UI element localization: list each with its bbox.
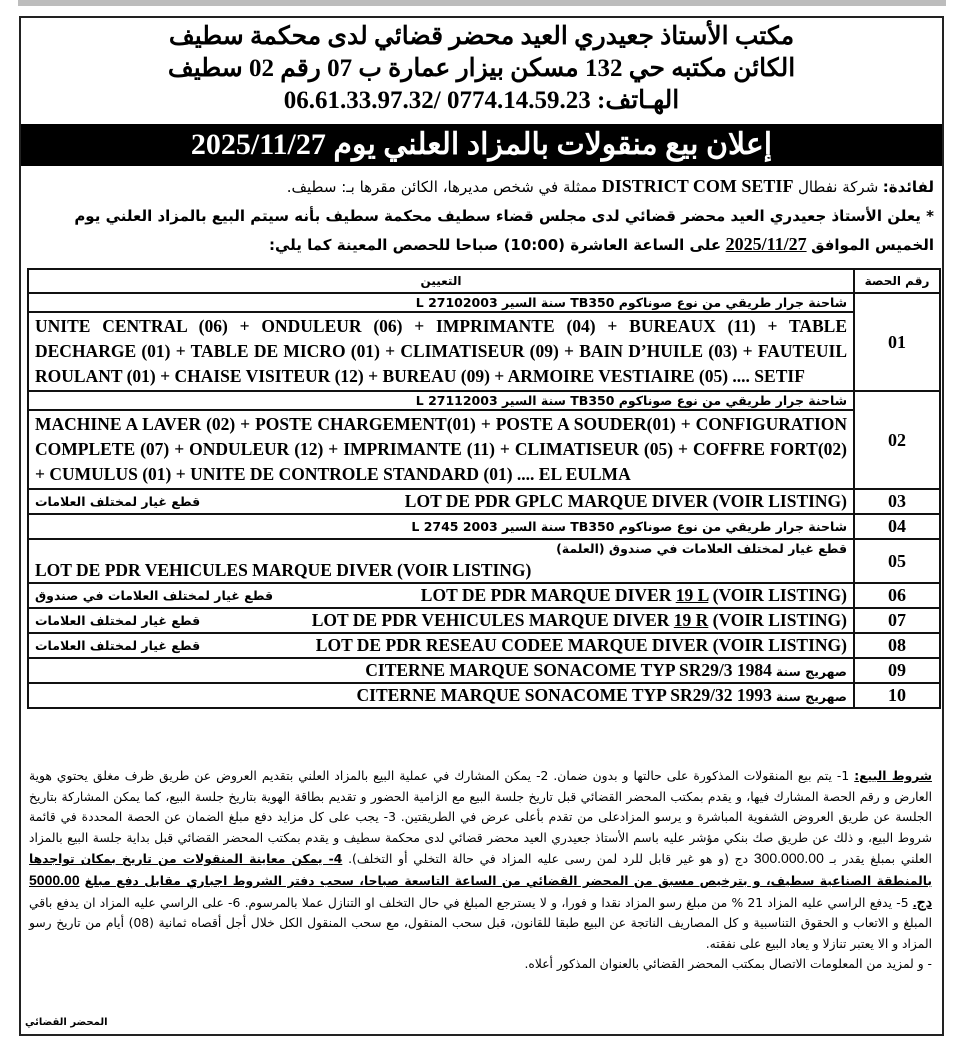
- lot-french: LOT DE PDR VEHICULES MARQUE DIVER (VOIR LISTING): [35, 560, 532, 580]
- announcement-frame: [19, 16, 944, 1036]
- office-address: الكائن مكتبه حي 132 مسكن بيزار عمارة ب 07 رقم 02 سطيف: [167, 55, 796, 82]
- beneficiary-label: لفائدة:: [882, 178, 934, 196]
- lot-french: LOT DE PDR RESEAU CODEE MARQUE DIVER (VOIR LISTING): [315, 635, 847, 655]
- lot-designation: [28, 683, 854, 708]
- lot-number: 07: [854, 608, 940, 633]
- lot-arabic: شاحنة جرار طريقي من نوع صوناكوم TB350 سنة السير 27112003 L: [28, 391, 854, 410]
- specification-fee: 5000.00 دج.: [29, 871, 932, 910]
- lot-arabic: شاحنة جرار طريقي من نوع صوناكوم TB350 سنة السير 2003 2745 L: [28, 514, 854, 539]
- lot-number: 10: [854, 683, 940, 708]
- lot-arabic: شاحنة جرار طريقي من نوع صوناكوم TB350 سنة السير 27102003 L: [28, 293, 854, 312]
- lot-arabic: قطع غيار لمختلف العلامات في صندوق (العلمة): [556, 541, 847, 556]
- bailiff-signature: المحضر القضائي: [25, 1017, 108, 1028]
- lot-arabic: قطع غيار لمختلف العلامات: [35, 613, 201, 628]
- guarantee-amount: 300.000.00: [753, 850, 824, 867]
- conditions-inspection: 4- يمكن معاينة المنقولات من تاريخ بمكان تواجدها بالمنطقة الصناعية سطيف، و بترخيص مسبق من المحضر القضائي من الساعة التاسعة صباحا، سحب دفتر الشروط اجباري مقابل دفع مبلغ: [29, 852, 932, 888]
- lot-french: CITERNE MARQUE SONACOME TYP SR29/32 1993: [356, 685, 772, 705]
- lots-table: [27, 268, 941, 709]
- beneficiary-pre: شركة نفطال: [797, 178, 879, 196]
- lot-french-ref: 19 R: [673, 610, 709, 630]
- lot-designation: [28, 583, 854, 608]
- lot-designation: [28, 608, 854, 633]
- lot-number: 06: [854, 583, 940, 608]
- lot-designation: [28, 489, 854, 514]
- contact-line: - و لمزيد من المعلومات الاتصال بمكتب المحضر القضائي بالعنوان المذكور أعلاه.: [524, 957, 932, 972]
- top-gray-band: [18, 0, 946, 6]
- lot-arabic: قطع غيار لمختلف العلامات في صندوق: [35, 588, 274, 603]
- announcement-line: [29, 201, 934, 259]
- lot-arabic: صهريج سنة: [775, 689, 847, 704]
- lot-french: UNITE CENTRAL (06) + ONDULEUR (06) + IMPRIMANTE (04) + BUREAUX (11) + TABLE DECHARGE (01) + TABLE DE MICRO (01) + CLIMATISEUR (09) + BAIN D’HUILE (03) + FAUTEUIL ROULANT (01) + CHAISE VISITEUR (12) + BUREAU (09) + ARMOIRE VESTIAIRE (05) .... SETIF: [28, 312, 854, 391]
- phone-label: الهـاتف:: [597, 87, 680, 114]
- lot-number: 04: [854, 514, 940, 539]
- conditions-part2: دج (و هو غير قابل للرد لمن رسى عليه المزاد في حالة التخلي أو التخلف).: [348, 852, 749, 867]
- table-row: [28, 391, 940, 410]
- beneficiary-post: ممثلة في شخص مديرها، الكائن مقرها بـ: سطيف.: [286, 178, 598, 196]
- conditions-label: شروط البيع:: [854, 769, 932, 783]
- table-row: [28, 608, 940, 633]
- lot-french: [312, 610, 847, 631]
- lot-number: 05: [854, 539, 940, 583]
- lot-french: [421, 585, 847, 606]
- table-header-row: [28, 269, 940, 293]
- office-name: مكتب الأستاذ جعيدري العيد محضر قضائي لدى محكمة سطيف: [168, 23, 795, 50]
- table-row: [28, 583, 940, 608]
- col-header-designation: التعيين: [28, 269, 854, 293]
- lot-arabic: قطع غيار لمختلف العلامات: [35, 494, 201, 509]
- lot-french-post: (VOIR LISTING): [712, 610, 847, 630]
- beneficiary-line: [29, 172, 934, 201]
- intro-paragraph: [29, 172, 934, 259]
- table-row: [28, 633, 940, 658]
- sale-conditions: [29, 766, 932, 975]
- conditions-part4: 5- يدفع الراسي عليه المزاد 21 % من مبلغ رسو المزاد نقدا و فورا، و لا يسترجع المبلغ في حال التخلف او التنازل عملا بالمرسوم. 6- على الراسي عليه المزاد ان يدفع باقي المبلغ و الاتعاب و الحقوق التناسبية و كل المصاريف الناتجة عن البيع طبقا للقانون، قبل سحب المنقول، مع سحب المنقول الكل خلال أجل أقصاه ثمانية (08) أيام من تاريخ رسو المزاد و الا يعتبر تنازلا و يعاد البيع على نفقته.: [29, 895, 932, 951]
- conditions-part1: 1- يتم بيع المنقولات المذكورة على حالتها و بدون ضمان. 2- يمكن المشارك في عملية البيع بالمزاد العلني بتقديم العروض عن طريق ظرف مغلق يحتوي هوية العارض و رقم الحصة المشارك فيها، و يقدم بمكتب المحضر القضائي قبل تاريخ جلسة البيع مع الزامية الحضور و تقديم بطاقة الهوية بتاريخ جلسة البيع، كما يمكن المشاركة بتاريخ الجلسة عن طريق العروض الشفوية المباشرة و يرسو المزادعلى من تقدم بأعلى عرض في الطريقتين. 3- يجب على كل مزايد دفع مبلغ الضمان عن الحصة المحددة في قائمة شروط البيع، و ذلك عن طريق صك بنكي مؤشر عليه باسم الأستاذ جعيدري العيد محضر قضائي لدى محكمة سطيف و يقدم بمكتب المحضر القضائي قبل بداية جلسة البيع بالمزاد العلني بمبلغ يقدر بـ: [29, 769, 932, 867]
- lot-arabic: قطع غيار لمختلف العلامات: [35, 638, 201, 653]
- office-phone: [21, 86, 942, 116]
- col-header-lot: رقم الحصة: [854, 269, 940, 293]
- table-row: [28, 489, 940, 514]
- table-row: [28, 514, 940, 539]
- lot-number: 08: [854, 633, 940, 658]
- table-row: [28, 683, 940, 708]
- lot-french-post: (VOIR LISTING): [712, 585, 847, 605]
- lot-french-pre: LOT DE PDR MARQUE DIVER: [420, 585, 672, 605]
- lot-number: 02: [854, 391, 940, 489]
- sale-date: 2025/11/27: [725, 234, 807, 254]
- lot-french: CITERNE MARQUE SONACOME TYP SR29/3 1984: [365, 660, 772, 680]
- lot-french-ref: 19 L: [675, 585, 709, 605]
- company-name: DISTRICT COM SETIF: [601, 176, 794, 196]
- lot-number: 03: [854, 489, 940, 514]
- lot-designation: [28, 539, 854, 583]
- lot-designation: [28, 658, 854, 683]
- sale-title-banner: إعلان بيع منقولات بالمزاد العلني يوم 2025/11/27: [21, 124, 942, 166]
- phone-numbers: 0774.14.59.23 /06.61.33.97.32: [283, 87, 591, 114]
- lot-number: 09: [854, 658, 940, 683]
- table-row: [28, 539, 940, 583]
- lot-french: LOT DE PDR GPLC MARQUE DIVER (VOIR LISTING): [404, 491, 847, 511]
- lot-arabic: صهريج سنة: [775, 664, 847, 679]
- announce-text-1: * يعلن الأستاذ جعيدري العيد محضر قضائي لدى مجلس قضاء سطيف محكمة سطيف بأنه سيتم البيع بالمزاد العلني يوم الخميس الموافق: [74, 207, 934, 254]
- lot-french: MACHINE A LAVER (02) + POSTE CHARGEMENT(01) + POSTE A SOUDER(01) + CONFIGURATION COMPLETE (07) + ONDULEUR (12) + IMPRIMANTE (11) + CLIMATISEUR (05) + COFFRE FORT(02) + CUMULUS (01) + UNITE DE CONTROLE STANDARD (01) .... EL EULMA: [28, 410, 854, 489]
- table-row: [28, 658, 940, 683]
- lot-french-pre: LOT DE PDR VEHICULES MARQUE DIVER: [311, 610, 670, 630]
- lot-number: 01: [854, 293, 940, 391]
- table-row: [28, 410, 940, 489]
- lot-designation: [28, 633, 854, 658]
- table-row: [28, 293, 940, 312]
- announce-text-2: على الساعة العاشرة (10:00) صباحا للحصص المعينة كما يلي:: [268, 236, 722, 254]
- table-row: [28, 312, 940, 391]
